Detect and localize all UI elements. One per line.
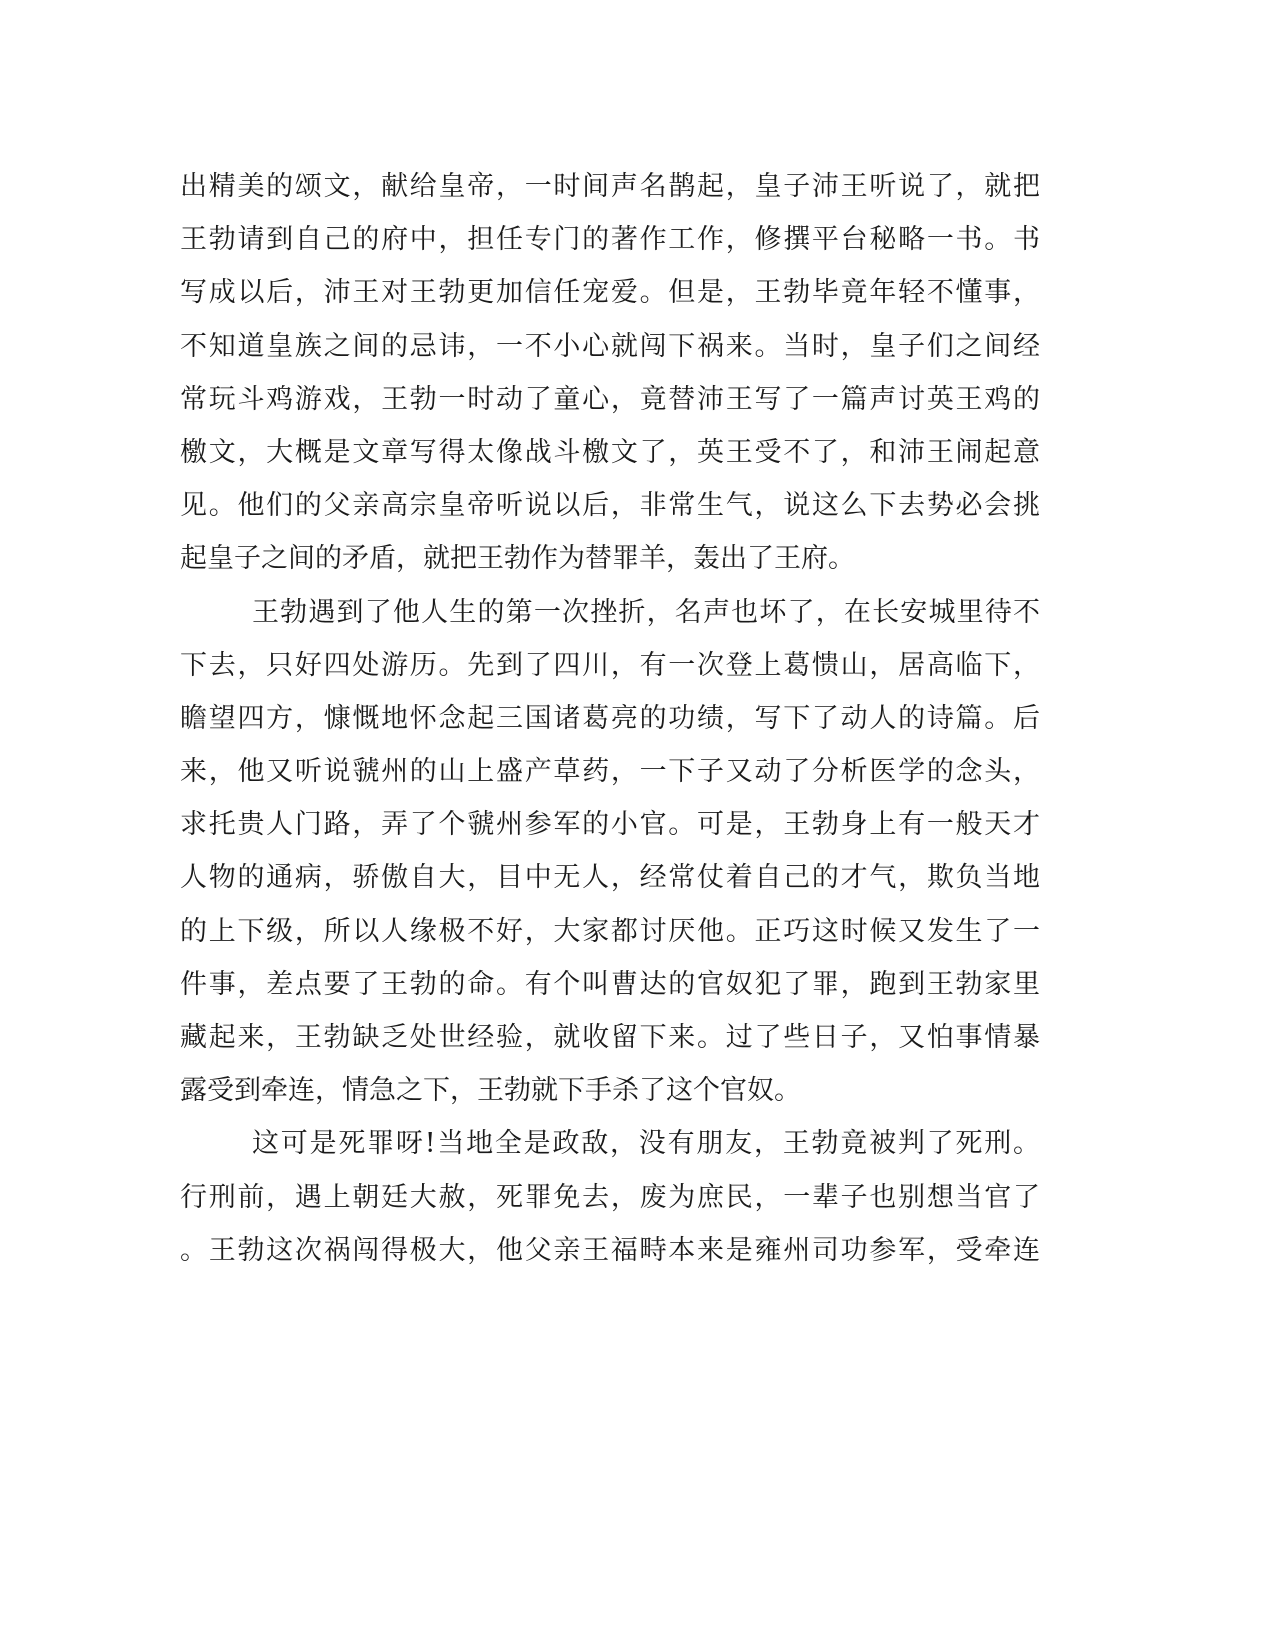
paragraph-2-line-7: 的上下级，所以人缘极不好，大家都讨厌他。正巧这时候又发生了一 xyxy=(180,915,1040,947)
paragraph-1-line-8: 起皇子之间的矛盾，就把王勃作为替罪羊，轰出了王府。 xyxy=(180,543,855,575)
paragraph-2-line-5: 求托贵人门路，弄了个虢州参军的小官。可是，王勃身上有一般天才 xyxy=(180,809,1040,841)
paragraph-3-line-3: 。王勃这次祸闯得极大，他父亲王福畤本来是雍州司功参军，受牵连 xyxy=(180,1234,1040,1266)
paragraph-1-line-3: 写成以后，沛王对王勃更加信任宠爱。但是，王勃毕竟年轻不懂事， xyxy=(180,277,1040,309)
paragraph-1-line-1: 出精美的颂文，献给皇帝，一时间声名鹊起，皇子沛王听说了，就把 xyxy=(180,171,1040,202)
paragraph-2-line-8: 件事，差点要了王勃的命。有个叫曹达的官奴犯了罪，跑到王勃家里 xyxy=(180,968,1040,1000)
body-text xyxy=(180,160,1040,1277)
paragraph-2-line-10: 露受到牵连，情急之下，王勃就下手杀了这个官奴。 xyxy=(180,1075,801,1107)
paragraph-2-line-6: 人物的通病，骄傲自大，目中无人，经常仗着自己的才气，欺负当地 xyxy=(180,862,1040,894)
paragraph-1-line-7: 见。他们的父亲高宗皇帝听说以后，非常生气，说这么下去势必会挑 xyxy=(180,490,1040,522)
paragraph-2-line-4: 来，他又听说虢州的山上盛产草药，一下子又动了分析医学的念头， xyxy=(180,756,1040,788)
paragraph-1-line-5: 常玩斗鸡游戏，王勃一时动了童心，竟替沛王写了一篇声讨英王鸡的 xyxy=(180,383,1040,415)
paragraph-2-line-3: 瞻望四方，慷慨地怀念起三国诸葛亮的功绩，写下了动人的诗篇。后 xyxy=(180,702,1040,734)
paragraph-3-line-2: 行刑前，遇上朝廷大赦，死罪免去，废为庶民，一辈子也别想当官了 xyxy=(180,1181,1040,1213)
paragraph-2-line-9: 藏起来，王勃缺乏处世经验，就收留下来。过了些日子，又怕事情暴 xyxy=(180,1022,1040,1053)
paragraph-2-line-2: 下去，只好四处游历。先到了四川，有一次登上葛愦山，居高临下， xyxy=(180,649,1040,681)
paragraph-1-line-2: 王勃请到自己的府中，担任专门的著作工作，修撰平台秘略一书。书 xyxy=(180,224,1040,256)
paragraph-3-line-1: 这可是死罪呀!当地全是政敌，没有朋友，王勃竟被判了死刑。 xyxy=(252,1128,1040,1160)
paragraph-1-line-4: 不知道皇族之间的忌讳，一不小心就闯下祸来。当时，皇子们之间经 xyxy=(180,330,1040,362)
paragraph-1-line-6: 檄文，大概是文章写得太像战斗檄文了，英王受不了，和沛王闹起意 xyxy=(180,436,1040,468)
paragraph-2-line-1: 王勃遇到了他人生的第一次挫折，名声也坏了，在长安城里待不 xyxy=(252,596,1040,628)
